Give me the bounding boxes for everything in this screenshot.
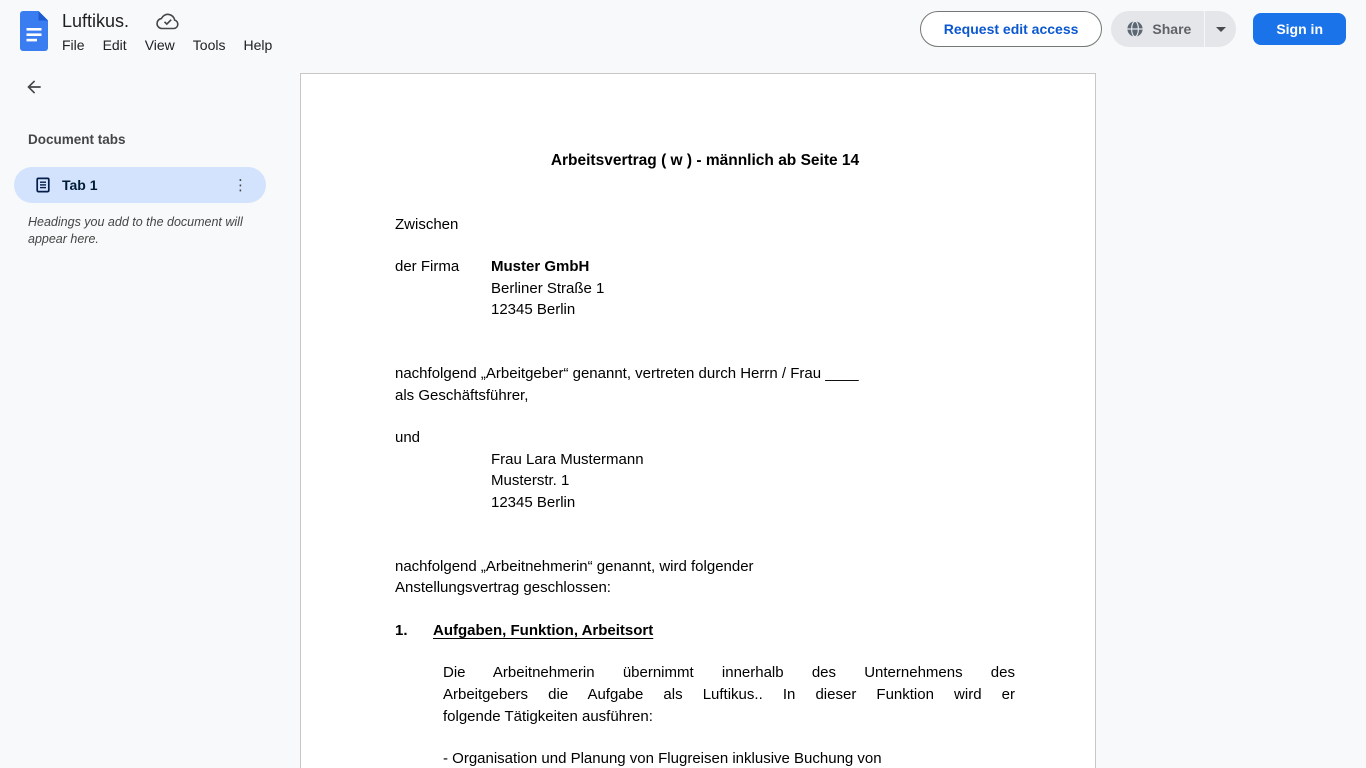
menu-edit[interactable]: Edit (102, 37, 127, 53)
share-button-group (1111, 11, 1236, 47)
share-button[interactable] (1111, 11, 1204, 47)
employee-address-line: Musterstr. 1 (491, 472, 570, 490)
section-1-paragraph: Die Arbeitnehmerin übernimmt innerhalb des Unternehmens des Arbeitgebers die Aufgabe als Luftikus.. In dieser Funktion wird er folgende Tätigkeiten ausführen: (443, 664, 1015, 725)
kebab-menu-icon[interactable]: ⋮ (233, 176, 248, 194)
employee-name: Frau Lara Mustermann (491, 450, 644, 468)
menu-bar (62, 37, 272, 53)
employer-block (395, 256, 1015, 321)
employer-label: der Firma (395, 258, 460, 276)
employer-address-line: Berliner Straße 1 (491, 279, 605, 297)
google-docs-icon[interactable] (20, 11, 48, 51)
menu-tools[interactable]: Tools (192, 37, 226, 53)
menu-file[interactable]: File (62, 37, 85, 53)
employer-note: nachfolgend „Arbeitgeber“ genannt, vertreten durch Herrn / Frau ____ als Geschäftsführer, (395, 364, 859, 404)
section-number: 1. (395, 621, 408, 639)
document-tab-icon (35, 177, 51, 193)
document-tabs-heading: Document tabs (28, 132, 126, 147)
tabs-empty-hint: Headings you add to the document will appear here. (28, 215, 243, 246)
document-page (300, 73, 1096, 768)
section-heading: Aufgaben, Funktion, Arbeitsort (433, 621, 654, 639)
sidebar-tab-1[interactable] (14, 167, 266, 203)
section-1-heading-row (395, 620, 1015, 642)
contract-title: Arbeitsvertrag ( w ) - männlich ab Seite 14 (550, 152, 860, 169)
sign-in-button[interactable]: Sign in (1253, 13, 1346, 45)
back-arrow-icon[interactable] (24, 77, 44, 97)
cloud-check-icon (156, 13, 180, 30)
document-content (301, 74, 1095, 768)
menu-help[interactable]: Help (243, 37, 273, 53)
employer-name: Muster GmbH (491, 258, 590, 276)
employee-note: nachfolgend „Arbeitnehmerin“ genannt, wird folgender Anstellungsvertrag geschlossen: (395, 557, 754, 597)
section-1-list-item: - Organisation und Planung von Flugreisen inklusive Buchung von (443, 750, 882, 768)
menu-view[interactable]: View (144, 37, 175, 53)
employer-address-line: 12345 Berlin (491, 301, 576, 319)
intro-word: Zwischen (395, 215, 459, 233)
globe-icon (1126, 20, 1144, 38)
employee-address-line: 12345 Berlin (491, 493, 576, 511)
share-label: Share (1152, 21, 1192, 37)
header-actions (920, 11, 1346, 47)
caret-down-icon (1216, 27, 1226, 32)
employee-block (395, 449, 1015, 514)
conjunction: und (395, 429, 421, 447)
tab-1-label: Tab 1 (62, 177, 98, 193)
request-edit-access-button[interactable]: Request edit access (920, 11, 1103, 47)
share-dropdown-button[interactable] (1205, 11, 1236, 47)
document-title[interactable]: Luftikus. (62, 11, 130, 31)
